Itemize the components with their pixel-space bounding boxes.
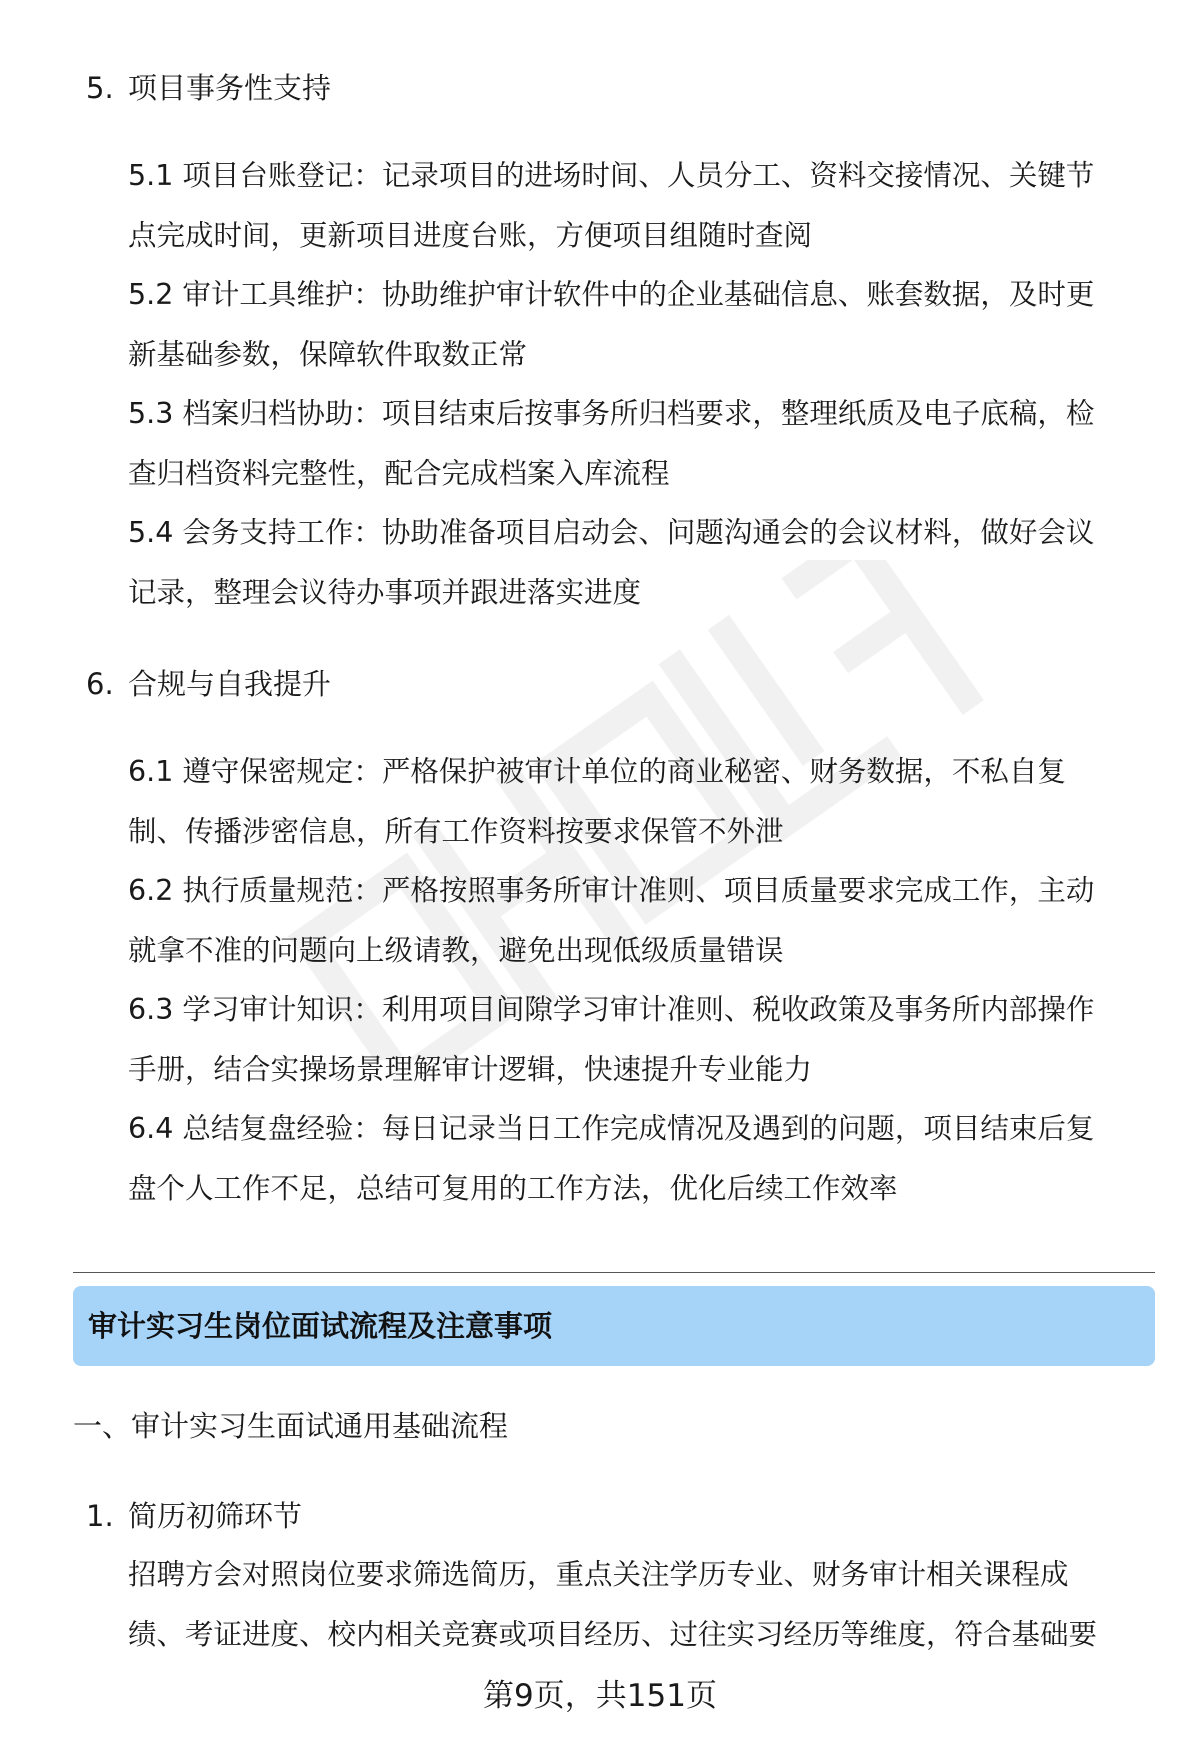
section-title: 合规与自我提升 (128, 667, 332, 701)
item-line: 查归档资料完整性，配合完成档案入库流程 (128, 457, 670, 490)
section-number: 1. (86, 1499, 114, 1533)
paragraph-line: 绩、考证进度、校内相关竞赛或项目经历、过往实习经历等维度，符合基础要 (128, 1618, 1098, 1651)
section-1-paragraph (128, 1545, 1138, 1665)
item-line: 新基础参数，保障软件取数正常 (128, 338, 528, 371)
part-heading: 一、审计实习生面试通用基础流程 (73, 1409, 509, 1443)
item-line: 盘个人工作不足，总结可复用的工作方法，优化后续工作效率 (128, 1172, 898, 1205)
horizontal-divider (73, 1272, 1155, 1273)
item-line: 手册，结合实操场景理解审计逻辑，快速提升专业能力 (128, 1053, 813, 1086)
item-6-2 (128, 861, 1138, 981)
section-number: 5. (86, 71, 114, 105)
item-line: 5.4 会务支持工作：协助准备项目启动会、问题沟通会的会议材料，做好会议 (128, 516, 1095, 549)
item-line: 6.1 遵守保密规定：严格保护被审计单位的商业秘密、财务数据，不私自复 (128, 755, 1066, 788)
item-line: 6.4 总结复盘经验：每日记录当日工作完成情况及遇到的问题，项目结束后复 (128, 1112, 1095, 1145)
section-6-heading (86, 664, 331, 704)
item-line: 记录，整理会议待办事项并跟进落实进度 (128, 576, 642, 609)
item-line: 6.2 执行质量规范：严格按照事务所审计准则、项目质量要求完成工作，主动 (128, 874, 1095, 907)
item-line: 6.3 学习审计知识：利用项目间隙学习审计准则、税收政策及事务所内部操作 (128, 993, 1095, 1026)
item-5-2 (128, 265, 1138, 385)
banner-title: 审计实习生岗位面试流程及注意事项 (88, 1309, 553, 1343)
item-line: 就拿不准的问题向上级请教，避免出现低级质量错误 (128, 934, 784, 967)
section-title: 简历初筛环节 (128, 1499, 303, 1533)
section-number: 6. (86, 667, 114, 701)
item-6-1 (128, 742, 1138, 862)
paragraph-line: 招聘方会对照岗位要求筛选简历，重点关注学历专业、财务审计相关课程成 (128, 1558, 1069, 1591)
item-line: 5.3 档案归档协助：项目结束后按事务所归档要求，整理纸质及电子底稿，检 (128, 397, 1095, 430)
item-6-4 (128, 1099, 1138, 1219)
item-line: 制、传播涉密信息，所有工作资料按要求保管不外泄 (128, 815, 784, 848)
section-1-heading (86, 1496, 302, 1536)
item-5-3 (128, 384, 1138, 504)
page-number: 第9页，共151页 (483, 1678, 717, 1714)
item-5-1 (128, 146, 1138, 266)
item-5-4 (128, 503, 1138, 623)
section-banner (73, 1286, 1155, 1366)
item-line: 5.1 项目台账登记：记录项目的进场时间、人员分工、资料交接情况、关键节 (128, 159, 1095, 192)
item-line: 点完成时间，更新项目进度台账，方便项目组随时查阅 (128, 219, 813, 252)
item-line: 5.2 审计工具维护：协助维护审计软件中的企业基础信息、账套数据，及时更 (128, 278, 1095, 311)
section-5-heading (86, 68, 331, 108)
item-6-3 (128, 980, 1138, 1100)
section-title: 项目事务性支持 (128, 71, 332, 105)
